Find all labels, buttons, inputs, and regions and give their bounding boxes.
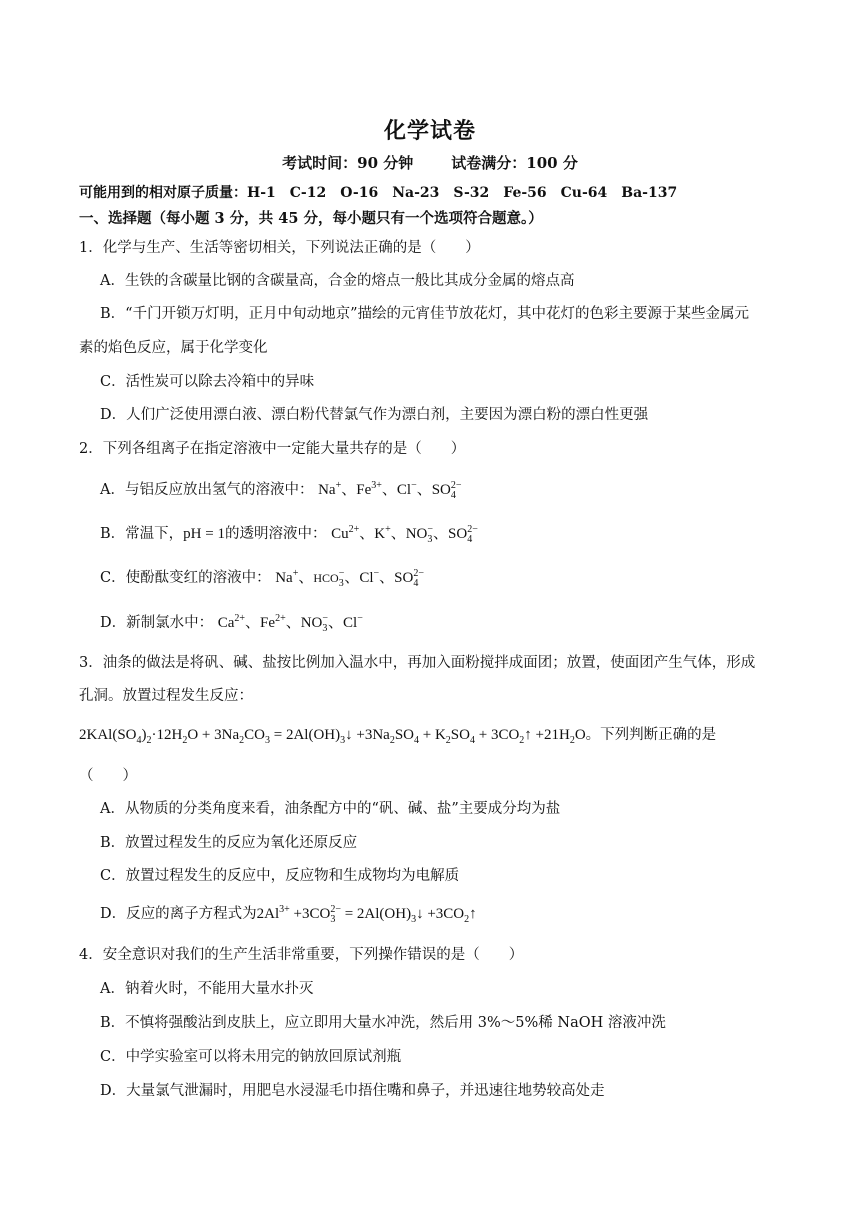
- exam-meta: [0, 152, 860, 173]
- exam-time: 考试时间：90 分钟: [282, 154, 414, 172]
- q2-option-b-text: B．常温下，: [100, 526, 184, 542]
- question-3-equation-line: [79, 723, 716, 744]
- question-4-stem: 4．安全意识对我们的生产生活非常重要，下列操作错误的是（ ）: [79, 947, 524, 963]
- q4-option-d: D．大量氯气泄漏时，用肥皂水浸湿毛巾捂住嘴和鼻子，并迅速往地势较高处走: [100, 1083, 605, 1099]
- q2-option-c: [100, 566, 424, 587]
- q3-reaction-equation: $2KAl(SO_4)_2\cdot 12H_2O + 3Na_2CO_3$ = $2Al(OH)_3↓ +3Na_2SO_4 + K_2SO_4$ + $3CO_2↑ +21H_2O$: [79, 727, 586, 746]
- q2-option-a-ions: Na+、$Fe^{3+}$、Cl−、$SO_4^{2-}$: [318, 480, 462, 501]
- q3-stem-tail: 。下列判断正确的是: [585, 727, 717, 743]
- q2-option-b-ions: $Cu^{2+}$、K+、$NO_3^-$、$SO_4^{2-}$: [331, 524, 478, 545]
- full-score: 试卷满分：100 分: [451, 154, 578, 172]
- q2-option-d: [100, 611, 363, 632]
- q1-option-c: C．活性炭可以除去冷箱中的异味: [100, 374, 315, 390]
- q4-option-c: C．中学实验室可以将未用完的钠放回原试剂瓶: [100, 1049, 402, 1065]
- section-heading: 一、选择题（每小题 3 分，共 45 分，每小题只有一个选项符合题意。）: [79, 210, 543, 227]
- q2-option-c-text: C．使酚酞变红的溶液中：: [100, 570, 271, 586]
- question-3-bracket: （ ）: [79, 768, 137, 784]
- q1-option-a: A．生铁的含碳量比钢的含碳量高，合金的熔点一般比其成分金属的熔点高: [100, 273, 575, 289]
- atomic-masses: 可能用到的相对原子质量：H-1 C-12 O-16 Na-23 S-32 Fe-56 Cu-64 Ba-137: [79, 185, 678, 201]
- q4-option-a: A．钠着火时，不能用大量水扑灭: [100, 981, 314, 997]
- q3-option-d-text: D．反应的离子方程式为: [100, 906, 257, 922]
- question-3-stem-2: 孔洞。放置过程发生反应：: [79, 688, 253, 704]
- q2-option-b-ph: pH = 1: [183, 526, 225, 542]
- q2-option-d-ions: $Ca^{2+}$、$Fe^{2+}$、$NO_3^-$、Cl−: [217, 613, 363, 634]
- q4-option-b: B．不慎将强酸沾到皮肤上，应立即用大量水冲洗，然后用 3%～5%稀 NaOH 溶液冲洗: [100, 1015, 666, 1031]
- question-3-stem-1: 3．油条的做法是将矾、碱、盐按比例加入温水中，再加入面粉搅拌成面团；放置，使面团产生气体，形成: [79, 655, 756, 671]
- q1-option-d: D．人们广泛使用漂白液、漂白粉代替氯气作为漂白剂，主要因为漂白粉的漂白性更强: [100, 407, 649, 423]
- q2-option-a: [100, 478, 462, 499]
- q1-option-b-cont: 素的焰色反应，属于化学变化: [79, 340, 268, 356]
- q2-option-b: [100, 522, 478, 543]
- q3-ionic-equation: $2Al^{3+} +3CO_3^{2-}$ = $2Al(OH)_3↓$ $+3CO_2↑$: [256, 904, 477, 925]
- q2-option-b-tail: 的透明溶液中：: [224, 526, 327, 542]
- q2-option-d-text: D．新制氯水中：: [100, 615, 214, 631]
- q3-option-c: C．放置过程发生的反应中，反应物和生成物均为电解质: [100, 868, 460, 884]
- q3-option-a: A．从物质的分类角度来看，油条配方中的“矾、碱、盐”主要成分均为盐: [100, 801, 561, 817]
- q2-option-c-ions: Na+、$HCO_3^-$、Cl−、$SO_4^{2-}$: [275, 568, 424, 589]
- q1-option-b: B．“千门开锁万灯明，正月中旬动地京”描绘的元宵佳节放花灯，其中花灯的色彩主要源于某些金属元: [100, 306, 749, 322]
- page-title: 化学试卷: [383, 118, 476, 144]
- q3-option-d: [100, 902, 477, 923]
- q3-option-b: B．放置过程发生的反应为氧化还原反应: [100, 835, 358, 851]
- question-1-stem: 1．化学与生产、生活等密切相关，下列说法正确的是（ ）: [79, 240, 480, 256]
- q2-option-a-text: A．与铝反应放出氢气的溶液中：: [100, 482, 314, 498]
- question-2-stem: 2．下列各组离子在指定溶液中一定能大量共存的是（ ）: [79, 441, 466, 457]
